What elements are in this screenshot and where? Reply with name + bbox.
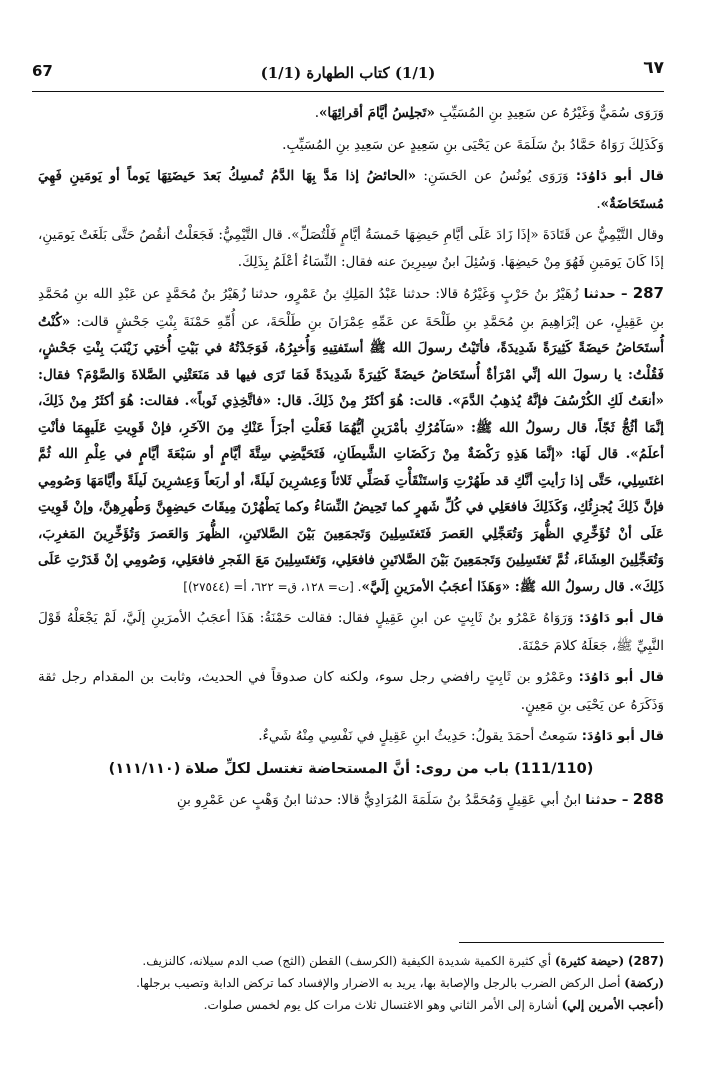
paragraph-text: وَرَوَى يُونُسُ عن الحَسَنِ:: [423, 168, 569, 184]
paragraph: [38, 664, 664, 718]
lead-text: حدثنا: [585, 792, 618, 808]
page-number-latin: 67: [32, 62, 53, 80]
hadith-number: 288: [632, 789, 664, 808]
paragraph: [38, 100, 664, 127]
lead-text: حدثنا: [583, 287, 616, 302]
matn-text: «كُنْتُ أُستَحَاضُ حَيضَةً كَثِيرَةً شَدِيدَةً، فأتَيْتُ رسولَ الله ﷺ أستَفتِيهِ وَأُخبِرُهُ، فَوَجَدْتُهُ في بَيْتِ أُختِي زَيْنَبَ بِنْتِ جَحْشٍ، فَقُلْتُ: يا رسولَ الله إنِّي امْرَأةٌ أُستَحَاضُ حَيضَةً كَثِيرَةً شَدِيدَةً فَمَا تَرَى فيها قد مَنَعَتْنِي الصَّلاةَ وَالصَّوْمَ؟ فقال: «أنعَتُ لَكِ الكُرْسُفَ فإنَّهُ يُذهِبُ الدَّمَ». قالت: هُوَ أكثَرُ مِنْ ذَلِكَ. قال: «فاتَّخِذِي ثَوباً». فقالت: هُوَ أكثَرُ مِنْ ذَلِكَ، إنَّمَا أثُجُّ ثَجّاً، قال رسولُ الله ﷺ: «سَآمُرُكِ بأمْرَينِ أيُّهُمَا فَعَلْتِ أجزَأَ عَنْكِ مِنَ الآخَرِ، فإنْ قَوِيتِ عَلَيهِمَا فأنْتِ أعلَمُ». قال لَهَا: «إنَّمَا هَذِهِ رَكْضَةٌ مِنْ رَكَضَاتِ الشَّيطَانِ، فَتَحَيَّضِي سِتَّةَ أيَّامٍ أو سَبْعَةَ أيَّامٍ في عِلْمِ الله ثُمَّ اغتَسِلِي، حَتَّى إذا رَأيتِ أنَّكِ قد طَهُرْتِ وَاستَنْقَأْتِ فَصَلِّي ثَلاثاً وَعِشرِينَ لَيلَةً، أو أربَعاً وَعِشرِينَ لَيلَةً وأيَّامَهَا وَصُومِي فإنَّ ذَلِكَ يُجزِئُكِ، وَكَذَلِكَ فافعَلِي في كُلِّ شَهرٍ كما تَحِيضُ النِّسَاءُ وكما يَطْهُرْنَ مِيقَاتَ حَيضِهِنَّ وَطُهرِهِنَّ، وإنْ قَوِيتِ عَلَى أنْ تُؤَخِّرِي الظُّهرَ وَتُعَجِّلِي العَصرَ فَتَغتَسِلِينَ وَتَجمَعِينَ بَيْنَ الصَّلاتَينِ، الظُّهرَ وَالعَصرَ وَتُؤَخِّرِينَ المَغرِبَ، وَتُعَجِّلِينَ العِشَاءَ، ثُمَّ تَغتَسِلِينَ وَتَجمَعِينَ بَيْنَ الصَّلاتَينِ فافعَلِي، وَتَغتَسِلِينَ مَعَ الفَجرِ فافعَلِي، وَصُومِي إنْ قَدَرْتِ عَلَى ذَلِكَ». قال رسولُ الله ﷺ: «وَهَذَا أعجَبُ الأمرَينِ إلَيَّ»: [38, 313, 664, 595]
hadith-paragraph: [38, 786, 664, 815]
page-number-arabic: ٦٧: [643, 58, 664, 78]
paragraph-text: وَرَوَاهُ عَمْرُو بنُ ثَابِتٍ عن ابنِ عَقِيلٍ فقال: فقالت حَمْنَةُ: هَذَا أعجَبُ الأمرَينِ إلَيَّ، لَمْ يَجْعَلْهُ قَوْلَ النَّبِيِّ ﷺ، جَعَلَهُ كلامَ حَمْنَةَ.: [38, 610, 664, 654]
paragraph: [38, 132, 664, 159]
hadith-paragraph: [38, 280, 664, 600]
abu-dawud-label: قال أبو دَاوُدَ:: [575, 169, 665, 184]
abu-dawud-label: قال أبو دَاوُدَ:: [579, 611, 664, 626]
abu-dawud-label: قال أبو دَاوُدَ:: [581, 729, 664, 744]
header-rule: [32, 91, 664, 92]
paragraph-text: وعَمْرُو بن ثَابِتٍ رافضي رجل سوء، ولكنه كان صدوقاً في الحديث، وثابت بن المقدام رجل ثقة وَذَكَرَهُ عن يَحْيَى بنِ مَعِينٍ.: [38, 669, 664, 713]
paragraph-tail: .: [314, 105, 319, 121]
footnotes: [38, 950, 664, 1016]
paragraph-tail: .: [596, 195, 601, 212]
paragraph: [38, 605, 664, 659]
chapter-heading: (111/110) باب من روى: أنَّ المستحاضة تغتسل لكلِّ صلاة (١١١/١١٠): [108, 760, 594, 777]
footnote-term: (ركضة): [624, 976, 664, 990]
footnote-term: (أعجب الأمرين إلي): [561, 998, 664, 1012]
footnote: [38, 972, 664, 994]
footnote-text: أشارة إلى الأمر الثاني وهو الاغتسال ثلاث مرات كل يوم لخمس صلوات.: [203, 998, 558, 1012]
footnote: [38, 994, 664, 1016]
paragraph-text: وَرَوَى سُمَيٌّ وَغَيْرُهُ عن سَعِيدِ بنِ المُسَيِّبِ: [439, 105, 664, 121]
takhrij-reference: . [ت= ١٢٨، ق= ٦٢٢، أ= (٢٧٥٤٤)]: [183, 579, 362, 594]
paragraph-text: وَكَذَلِكَ رَوَاهُ حَمَّادُ بنُ سَلَمَةَ عن يَحْيَى بنِ سَعِيدٍ عن سَعِيدِ بنِ المُسَيِّبِ.: [282, 136, 664, 153]
quote-text: «تَجلِسُ أيَّامَ أقرائِهَا»: [318, 105, 435, 121]
running-title: (1/1) كتاب الطهارة (1/1): [260, 64, 436, 82]
page-body: [38, 100, 664, 819]
isnad-text: ابنُ أبي عَقِيلٍ وَمُحَمَّدُ بنُ سَلَمَةَ المُرَادِيُّ قالا: حدثنا ابنُ وَهْبٍ عن عَمْرِو بنِ: [176, 791, 582, 808]
paragraph-text: سَمِعتُ أحمَدَ يقولُ: حَدِيثُ ابنِ عَقِيلٍ في نَفْسِي مِنْهُ شَيءٌ.: [258, 728, 578, 744]
footnote: [38, 950, 664, 972]
paragraph-text: وقال التَّيْمِيُّ عن قَتَادَةَ «إذَا زَادَ عَلَى أيَّامِ حَيضِهَا خَمسَةُ أيَّامٍ فَلْتُصَلِّ». قال التَّيْمِيُّ: فَجَعَلْتُ أنقُصُ حَتَّى بَلَغَتْ يَومَينِ، إذَا كَانَ يَومَينِ فَهُوَ مِنْ حَيضِهَا. وَسُئِلَ ابنُ سِيرِينَ عنه فقال: النِّسَاءُ أعْلَمُ بِذَلِكَ.: [38, 227, 664, 270]
hadith-number: 287: [632, 284, 664, 302]
paragraph: [38, 723, 664, 751]
footnote-text: أي كثيرة الكمية شديدة الكيفية (الكرسف) القطن (الثج) صب الدم سيلانه، كالنزيف.: [142, 954, 552, 968]
paragraph: [38, 222, 664, 275]
paragraph: [38, 163, 664, 217]
haddathana-lead: – حدثنا: [585, 792, 629, 808]
page-header: [32, 58, 664, 92]
abu-dawud-label: قال أبو دَاوُدَ:: [578, 670, 664, 685]
footnote-term: (حيضة كثيرة): [554, 954, 625, 968]
quote-text: «الحائضُ إذا مَدَّ بِهَا الدَّمُ تُمسِكُ بَعدَ حَيضَتِهَا يَوماً أو يَومَينِ فَهِيَ مُستَحَاضَةٌ»: [38, 168, 664, 212]
footnote-rule: [459, 942, 664, 943]
footnote-number: (287): [627, 954, 664, 968]
isnad-text: زُهَيْرُ بنُ حَرْبٍ وَغَيْرُهُ قالا: حدثنا عَبْدُ المَلِكِ بنُ عَمْرٍو، حدثنا زُهَيْرُ بنُ مُحَمَّدٍ عن عَبْدِ الله بنِ مُحَمَّدِ بنِ عَقِيلٍ، عن إبْرَاهِيمَ بنِ مُحَمَّدِ بنِ طَلْحَةَ عن عَمِّهِ عِمْرَانَ بنِ طَلْحَةَ، عن أُمِّهِ حَمْنَةَ بِنْتِ جَحْشٍ قالت:: [38, 286, 665, 330]
haddathana-lead: – حدثنا: [583, 287, 628, 302]
footnote-text: أصل الركض الضرب بالرجل والإصابة بها، يريد به الاضرار والإفساد كما تركض الدابة وتصيب برجلها.: [136, 976, 621, 990]
